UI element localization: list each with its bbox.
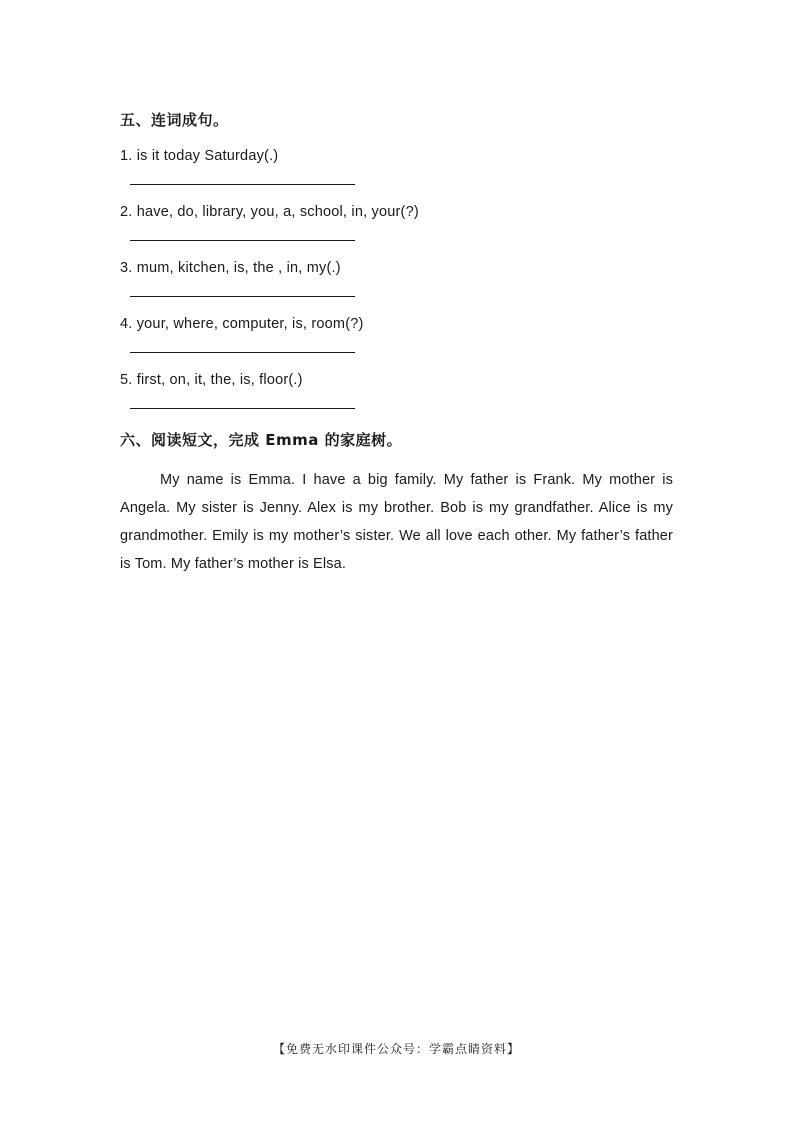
section-5-title: 五、连词成句。 (120, 111, 229, 129)
question-5 (120, 372, 680, 428)
question-3-text: 3. mum, kitchen, is, the , in, my(.) (120, 260, 341, 276)
question-3-answer-line[interactable] (130, 296, 355, 297)
question-2 (120, 204, 680, 260)
question-1 (120, 148, 680, 204)
reading-passage: My name is Emma. I have a big family. My father is Frank. My mother is Angela. My sister is Jenny. Alex is my brother. Bob is my grandfather. Alice is my grandmother. Emily is my mother’s sister. We all love each other. My father’s father is Tom. My father’s mother is Elsa. (120, 472, 673, 572)
question-2-text: 2. have, do, library, you, a, school, in, your(?) (120, 204, 419, 220)
question-1-text: 1. is it today Saturday(.) (120, 148, 279, 164)
question-2-answer-line[interactable] (130, 240, 355, 241)
question-5-answer-line[interactable] (130, 408, 355, 409)
footer-note: 【免费无水印课件公众号：学霸点睛资料】 (272, 1042, 520, 1056)
question-4-answer-line[interactable] (130, 352, 355, 353)
question-3 (120, 260, 680, 316)
question-5-text: 5. first, on, it, the, is, floor(.) (120, 372, 303, 388)
section-6-title: 六、阅读短文，完成 Emma 的家庭树。 (120, 431, 403, 449)
question-1-answer-line[interactable] (130, 184, 355, 185)
question-4-text: 4. your, where, computer, is, room(?) (120, 316, 364, 332)
question-4 (120, 316, 680, 372)
